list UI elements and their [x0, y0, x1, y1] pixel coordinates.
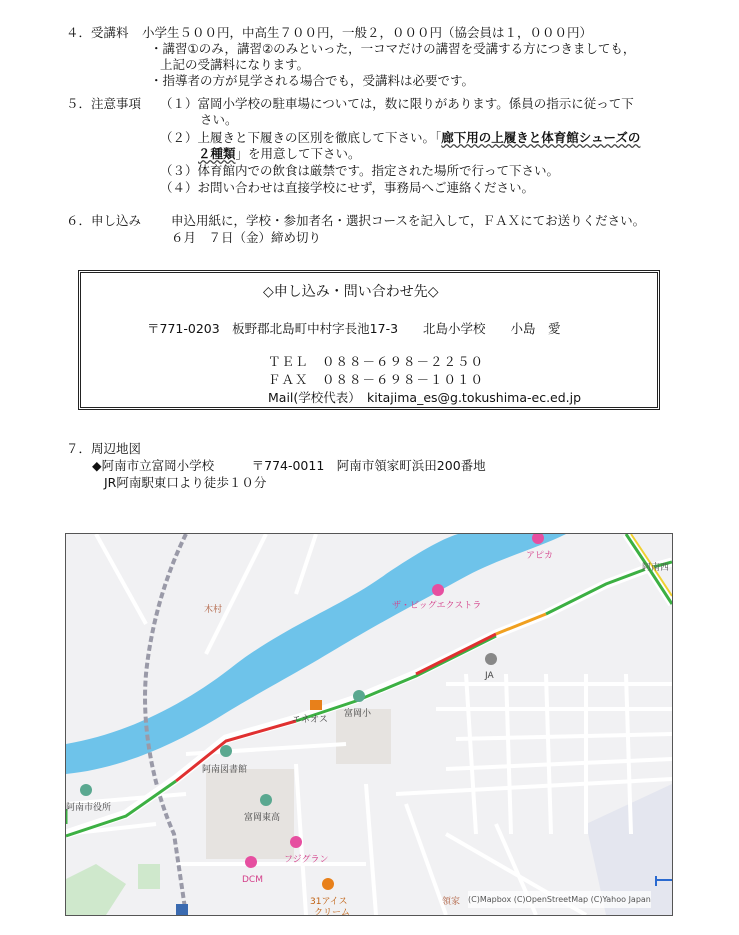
city-hall-marker [80, 784, 92, 796]
map-label-fujigrand: フジグラン [284, 855, 329, 865]
contact-tel: ＴＥＬ ０８８－６９８－２２５０ [268, 354, 485, 369]
contact-address: 〒771-0203 板野郡北島町中村字長池17-3 北島小学校 小島 愛 [147, 321, 561, 336]
map-label-library: 阿南図書館 [202, 765, 248, 775]
map-label-icecream: 31アイス [310, 897, 348, 907]
tomioka-higashi-marker [260, 794, 272, 806]
map-label-kimura: 木村 [204, 605, 223, 615]
section-6-heading: ６．申し込み [66, 213, 142, 228]
section-5-heading: ５．注意事項 [66, 96, 142, 111]
map-label-tomioka-higashi: 富岡東高 [244, 813, 281, 823]
contact-box [78, 270, 660, 410]
map-label-dcm: DCM [242, 875, 263, 885]
tomioka-sho-marker [353, 690, 365, 702]
section-7-heading: ７．周辺地図 [66, 441, 142, 456]
note-2-text-2: 」を用意して下さい。 [235, 146, 361, 161]
fujigrand-marker [290, 836, 302, 848]
map-label-ryoke: 領家 [442, 897, 461, 907]
note-4: （４）お問い合わせは直接学校にせず，事務局へご連絡ください。 [160, 180, 535, 195]
note-2 [160, 129, 640, 146]
school-access: JR阿南駅東口より徒歩１０分 [104, 475, 267, 490]
contact-mail[interactable]: Mail(学校代表） kitajima_es@g.tokushima-ec.ed.jp [268, 390, 582, 405]
contact-title: ◇申し込み・問い合わせ先◇ [263, 284, 439, 300]
deadline: ６月 ７日（金）締め切り [171, 230, 322, 245]
area-map[interactable] [65, 533, 673, 916]
fee-note-1-cont: 上記の受講料になります。 [160, 57, 310, 72]
dcm-marker [245, 856, 257, 868]
contact-fax: ＦＡＸ ０８８－６９８－１０１０ [268, 372, 485, 387]
map-label-icecream-2: クリーム [314, 908, 351, 916]
fee-note-1: ・講習①のみ，講習②のみといった，一コマだけの講習を受講する方につきましても， [150, 41, 636, 56]
icecream-marker [322, 878, 334, 890]
section-4-heading: ４．受講料 [66, 25, 129, 40]
note-2-cont [198, 145, 361, 162]
map-label-anan-nishi: 阿南西 [642, 563, 670, 573]
map-label-apika: アピカ [526, 551, 554, 561]
library-marker [220, 745, 232, 757]
station-marker [176, 904, 188, 915]
application-line: 申込用紙に，学校・参加者名・選択コースを記入して，ＦＡＸにてお送りください。 [171, 213, 646, 228]
eneos-marker [310, 700, 322, 710]
note-1-cont: さい。 [200, 112, 238, 127]
school-address: ◆阿南市立富岡小学校 〒774-0011 阿南市領家町浜田200番地 [92, 458, 486, 473]
bigextra-marker [432, 584, 444, 596]
map-label-tomioka-sho: 富岡小 [344, 709, 372, 719]
map-label-ja: JA [485, 671, 494, 681]
note-2-emphasis: 廊下用の上履きと体育館シューズの [441, 130, 641, 145]
note-1: （１）富岡小学校の駐車場については，数に限りがあります。係員の指示に従って下 [160, 96, 634, 111]
note-2-text: （２）上履きと下履きの区別を徹底して下さい。「 [160, 130, 442, 145]
fee-line: 小学生５００円，中高生７００円，一般２，０００円（協会員は１，０００円） [142, 25, 593, 40]
map-canvas [66, 534, 672, 915]
map-label-bigextra: ザ・ビッグエクストラ [392, 601, 482, 611]
map-credits: (C)Mapbox (C)OpenStreetMap (C)Yahoo Japan [468, 891, 651, 908]
note-2-emphasis-2: ２種類 [198, 146, 236, 161]
ja-marker [485, 653, 497, 665]
map-label-city-hall: 阿南市役所 [66, 803, 112, 813]
map-label-eneos: エネオス [292, 715, 328, 725]
fee-note-2: ・指導者の方が見学される場合でも，受講料は必要です。 [150, 73, 475, 88]
note-3: （３）体育館内での飲食は厳禁です。指定された場所で行って下さい。 [160, 163, 560, 178]
